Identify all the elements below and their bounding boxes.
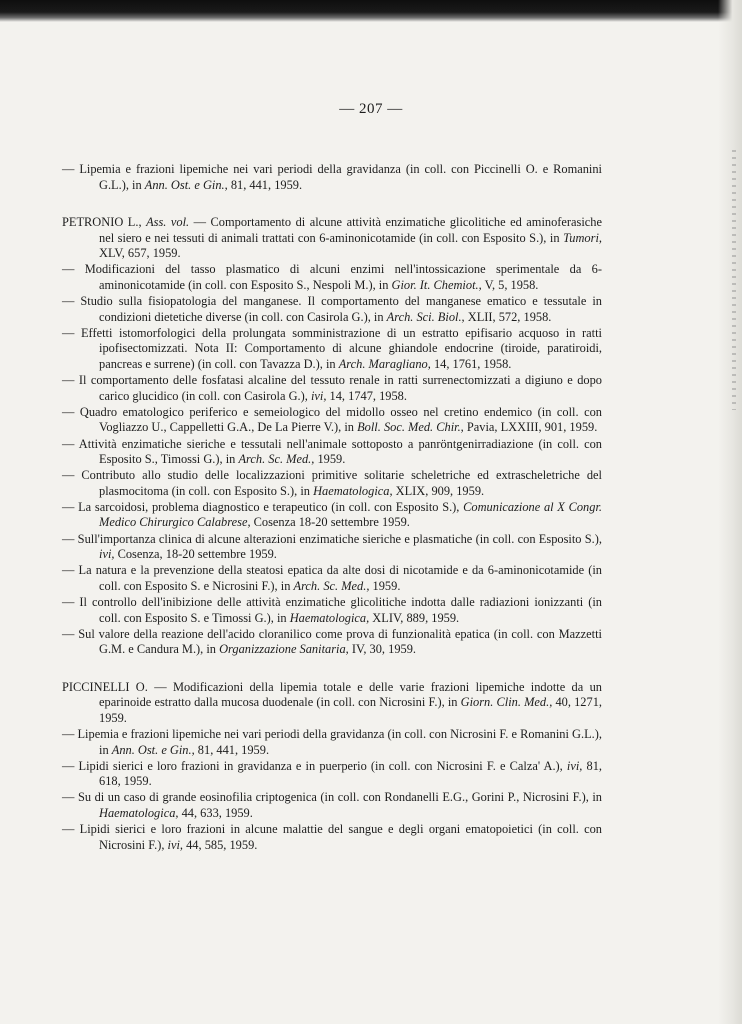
citation-text: XLIV, 889, 1959.	[369, 610, 460, 625]
citation-text: XLV, 657, 1959.	[99, 246, 181, 261]
citation-journal: ivi,	[167, 837, 184, 852]
bibliography-content	[62, 162, 602, 875]
citation-journal: ivi,	[99, 547, 115, 562]
bibliography-entry	[62, 759, 602, 790]
citation-text: 44, 633, 1959.	[178, 806, 253, 821]
scan-top-border	[0, 0, 742, 22]
citation-text: — Lipidi sierici e loro frazioni in gravidanza e in puerperio (in coll. con Nicrosini F. e Calza' A.),	[62, 758, 567, 773]
citation-text: — Studio sulla fisiopatologia del manganese. Il comportamento del manganese ematico e tessutale in condizioni dietetiche diverse (in coll. con Casirola G.), in	[62, 294, 602, 324]
citation-text: — La natura e la prevenzione della steatosi epatica da alte dosi di nicotamide e da 6-aminonicotamide (in coll. con Esposito S. e Nicrosini F.), in	[62, 563, 602, 593]
bibliography-entry	[62, 437, 602, 468]
citation-journal: Haematologica,	[313, 483, 393, 498]
bibliography-entry	[62, 373, 602, 404]
citation-text: — Modificazioni del tasso plasmatico di alcuni enzimi nell'intossicazione sperimentale da 6-aminonicotamide (in coll. con Esposito S., Nespoli M.), in	[62, 262, 602, 293]
citation-journal: ivi,	[310, 388, 327, 403]
citation-text: — Contributo allo studio delle localizzazioni primitive solitarie scheletriche ed extrascheletriche del plasmocitoma (in coll. con Esposito S.), in	[62, 468, 602, 498]
bibliography-entry	[62, 563, 602, 594]
citation-text: — Effetti istomorfologici della prolungata somministrazione di un estratto epifisario acquoso in ratti ipofisectomizzati. Nota II: Comportamento di alcune ghiandole endocrine (tiroide, paratiroidi, pancreas e surrene) (in coll. con Tavazza D.), in	[62, 325, 602, 372]
citation-journal: Organizzazione Sanitaria,	[219, 642, 349, 657]
citation-text: — Comportamento di alcune attività enzimatiche glicolitiche ed aminoferasiche nel siero e nei tessuti di animali trattati con 6-aminonicotamide (in coll. con Esposito S.), in	[99, 215, 602, 245]
citation-journal: Gior. It. Chemiot.,	[391, 278, 482, 293]
citation-journal: Arch. Sc. Med.,	[293, 578, 370, 593]
citation-text: — Il comportamento delle fosfatasi alcaline del tessuto renale in ratti surrenectomizzati a digiuno e dopo carico glucidico (in coll. con Casirola G.),	[62, 373, 602, 403]
citation-journal: Haematologica,	[99, 806, 179, 821]
citation-text: Pavia, LXXIII, 901, 1959.	[463, 420, 598, 435]
citation-text: — Quadro ematologico periferico e semeiologico del midollo osseo nel cretino endemico (in coll. con Vogliazzo U., Cappelletti G.A., De La Pierre V.), in	[62, 404, 602, 435]
citation-text: PETRONIO L.,	[62, 215, 147, 230]
bibliography-section	[62, 680, 602, 854]
citation-text: 1959.	[314, 452, 346, 467]
bibliography-entry	[62, 680, 602, 727]
bibliography-entry	[62, 294, 602, 325]
bibliography-entry	[62, 405, 602, 436]
citation-text: 81, 618, 1959.	[99, 758, 603, 789]
citation-text: — Su di un caso di grande eosinofilia criptogenica (in coll. con Rondanelli E.G., Gorini P., Nicrosini F.), in	[62, 790, 602, 805]
citation-text: V, 5, 1958.	[481, 278, 539, 293]
citation-journal: Ann. Ost. e Gin.,	[111, 742, 195, 757]
citation-text: — Sul valore della reazione dell'acido cloranilico come prova di funzionalità epatica (in coll. con Mazzetti G.M. e Candura M.), in	[62, 626, 602, 657]
bibliography-entry	[62, 468, 602, 499]
citation-text: XLIX, 909, 1959.	[392, 483, 485, 498]
citation-journal: Giorn. Clin. Med.,	[460, 695, 553, 710]
citation-journal: Comunicazione al X Congr. Medico Chirurgico Calabrese,	[99, 499, 602, 530]
bibliography-section	[62, 215, 602, 658]
bibliography-entry	[62, 727, 602, 758]
bibliography-entry	[62, 822, 602, 853]
citation-text: 40, 1271, 1959.	[99, 695, 602, 725]
citation-journal: Ass. vol.	[146, 215, 190, 230]
citation-text: — Sull'importanza clinica di alcune alterazioni enzimatiche sieriche e plasmatiche (in coll. con Esposito S.),	[62, 531, 602, 546]
bibliography-section	[62, 162, 602, 193]
citation-text: — La sarcoidosi, problema diagnostico e terapeutico (in coll. con Esposito S.),	[62, 499, 464, 514]
bibliography-entry	[62, 532, 602, 563]
citation-text: — Attività enzimatiche sieriche e tessutali nell'animale sottoposto a panröntgenirradiazione (in coll. con Esposito S., Timossi G.), in	[62, 436, 602, 467]
citation-journal: Arch. Sc. Med.,	[238, 452, 315, 467]
citation-text: — Il controllo dell'inibizione delle attività enzimatiche glicolitiche indotta dalle radiazioni ionizzanti (in coll. con Esposito S. e Timossi G.), in	[62, 594, 602, 625]
citation-text: IV, 30, 1959.	[348, 642, 416, 657]
bibliography-entry	[62, 595, 602, 626]
bibliography-entry	[62, 790, 602, 821]
citation-journal: Ann. Ost. e Gin.,	[144, 177, 228, 192]
bibliography-entry	[62, 215, 602, 262]
citation-journal: Boll. Soc. Med. Chir.,	[357, 420, 464, 435]
citation-text: 14, 1761, 1958.	[430, 357, 512, 372]
citation-journal: Arch. Sci. Biol.,	[386, 309, 465, 324]
scan-right-edge	[718, 0, 742, 1024]
citation-text: 14, 1747, 1958.	[326, 388, 407, 403]
citation-journal: Tumori,	[563, 230, 602, 245]
citation-text: 44, 585, 1959.	[183, 837, 258, 852]
citation-text: PICCINELLI O. — Modificazioni della lipemia totale e delle varie frazioni lipemiche indotte da un eparinoide estratto dalla mucosa duodenale (in coll. con Nicrosini F.), in	[62, 679, 602, 710]
citation-journal: Arch. Maragliano,	[338, 357, 431, 372]
citation-text: 1959.	[369, 578, 401, 593]
bibliography-entry	[62, 500, 602, 531]
citation-text: 81, 441, 1959.	[194, 742, 270, 757]
bibliography-entry	[62, 162, 602, 193]
citation-journal: Haematologica,	[289, 610, 370, 625]
bibliography-entry	[62, 262, 602, 293]
bibliography-entry	[62, 627, 602, 658]
citation-text: Cosenza 18-20 settembre 1959.	[250, 515, 410, 530]
citation-journal: ivi,	[566, 758, 583, 773]
citation-text: 81, 441, 1959.	[227, 177, 303, 192]
citation-text: Cosenza, 18-20 settembre 1959.	[114, 547, 277, 562]
bibliography-entry	[62, 326, 602, 373]
citation-text: — Lipemia e frazioni lipemiche nei vari periodi della gravidanza (in coll. con Piccinelli O. e Romanini G.L.), in	[62, 162, 602, 192]
citation-text: — Lipidi sierici e loro frazioni in alcune malattie del sangue e degli organi ematopoietici (in coll. con Nicrosini F.),	[62, 822, 602, 852]
page-number: — 207 —	[339, 101, 403, 117]
scan-speckle	[732, 150, 736, 410]
citation-text: — Lipemia e frazioni lipemiche nei vari periodi della gravidanza (in coll. con Nicrosini F. e Romanini G.L.), in	[62, 727, 602, 757]
citation-text: XLII, 572, 1958.	[464, 309, 552, 324]
